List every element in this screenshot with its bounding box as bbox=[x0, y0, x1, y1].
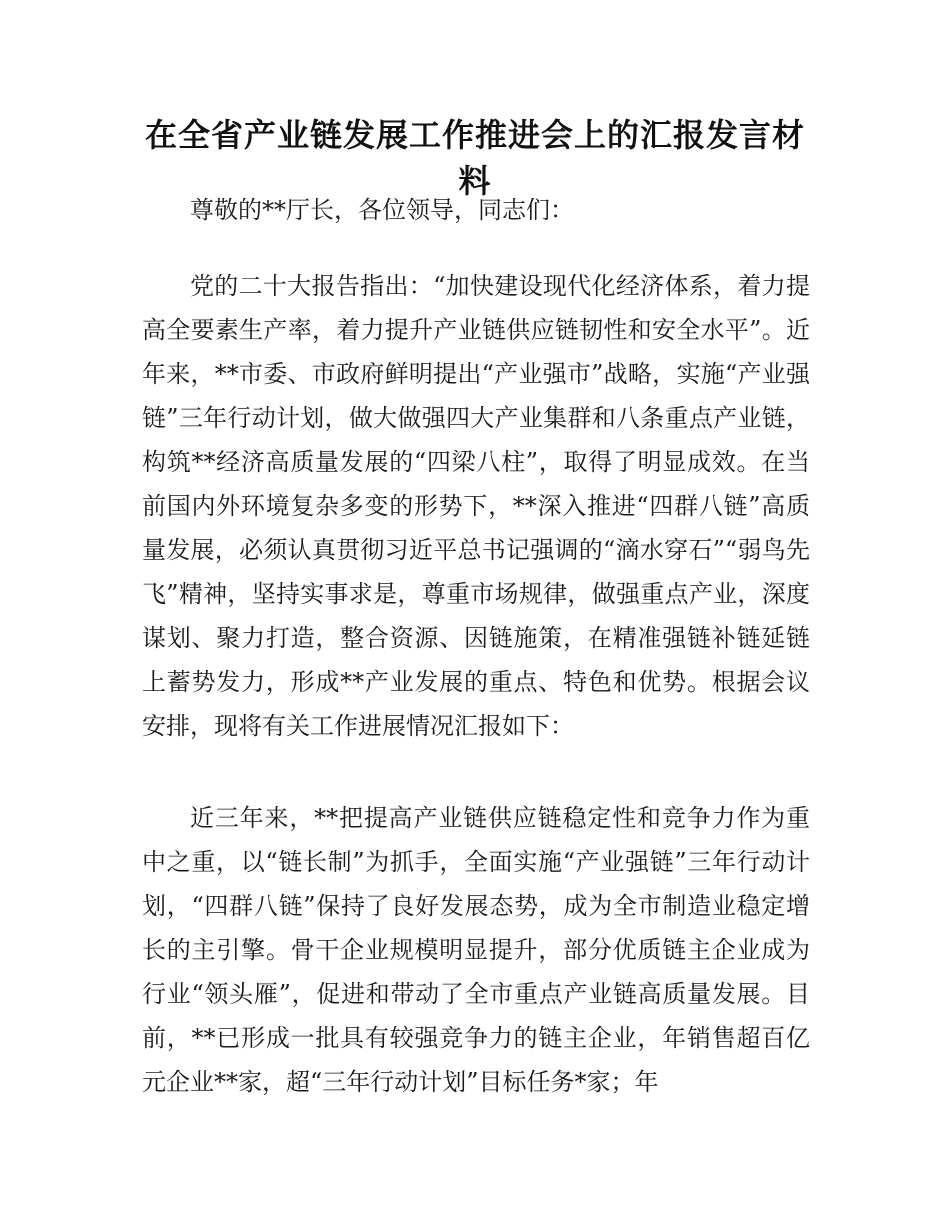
document-title: 在全省产业链发展工作推进会上的汇报发言材料 bbox=[144, 116, 805, 200]
body-paragraph-2: 近三年来，**把提高产业链供应链稳定性和竞争力作为重中之重，以“链长制”为抓手，全面实施“产业强链”三年行动计划，“四群八链”保持了良好发展态势，成为全市制造业稳定增长的主引擎。骨干企业规模明显提升，部分优质链主企业成为行业“领头雁”，促进和带动了全市重点产业链高质量发展。目前，**已形成一批具有较强竞争力的链主企业，年销售超百亿元企业**家，超“三年行动计划”目标任务*家；年 bbox=[142, 804, 810, 1096]
greeting-paragraph: 尊敬的**厅长，各位领导，同志们： bbox=[190, 196, 574, 224]
body-paragraph-1: 党的二十大报告指出：“加快建设现代化经济体系，着力提高全要素生产率，着力提升产业链供应链韧性和安全水平”。近年来，**市委、市政府鲜明提出“产业强市”战略，实施“产业强链”三年行动计划，做大做强四大产业集群和八条重点产业链，构筑**经济高质量发展的“四梁八柱”，取得了明显成效。在当前国内外环境复杂多变的形势下，**深入推进“四群八链”高质量发展，必须认真贯彻习近平总书记强调的“滴水穿石”“弱鸟先飞”精神，坚持实事求是，尊重市场规律，做强重点产业，深度谋划、聚力打造，整合资源、因链施策，在精准强链补链延链上蓄势发力，形成**产业发展的重点、特色和优势。根据会议安排，现将有关工作进展情况汇报如下： bbox=[142, 272, 810, 740]
